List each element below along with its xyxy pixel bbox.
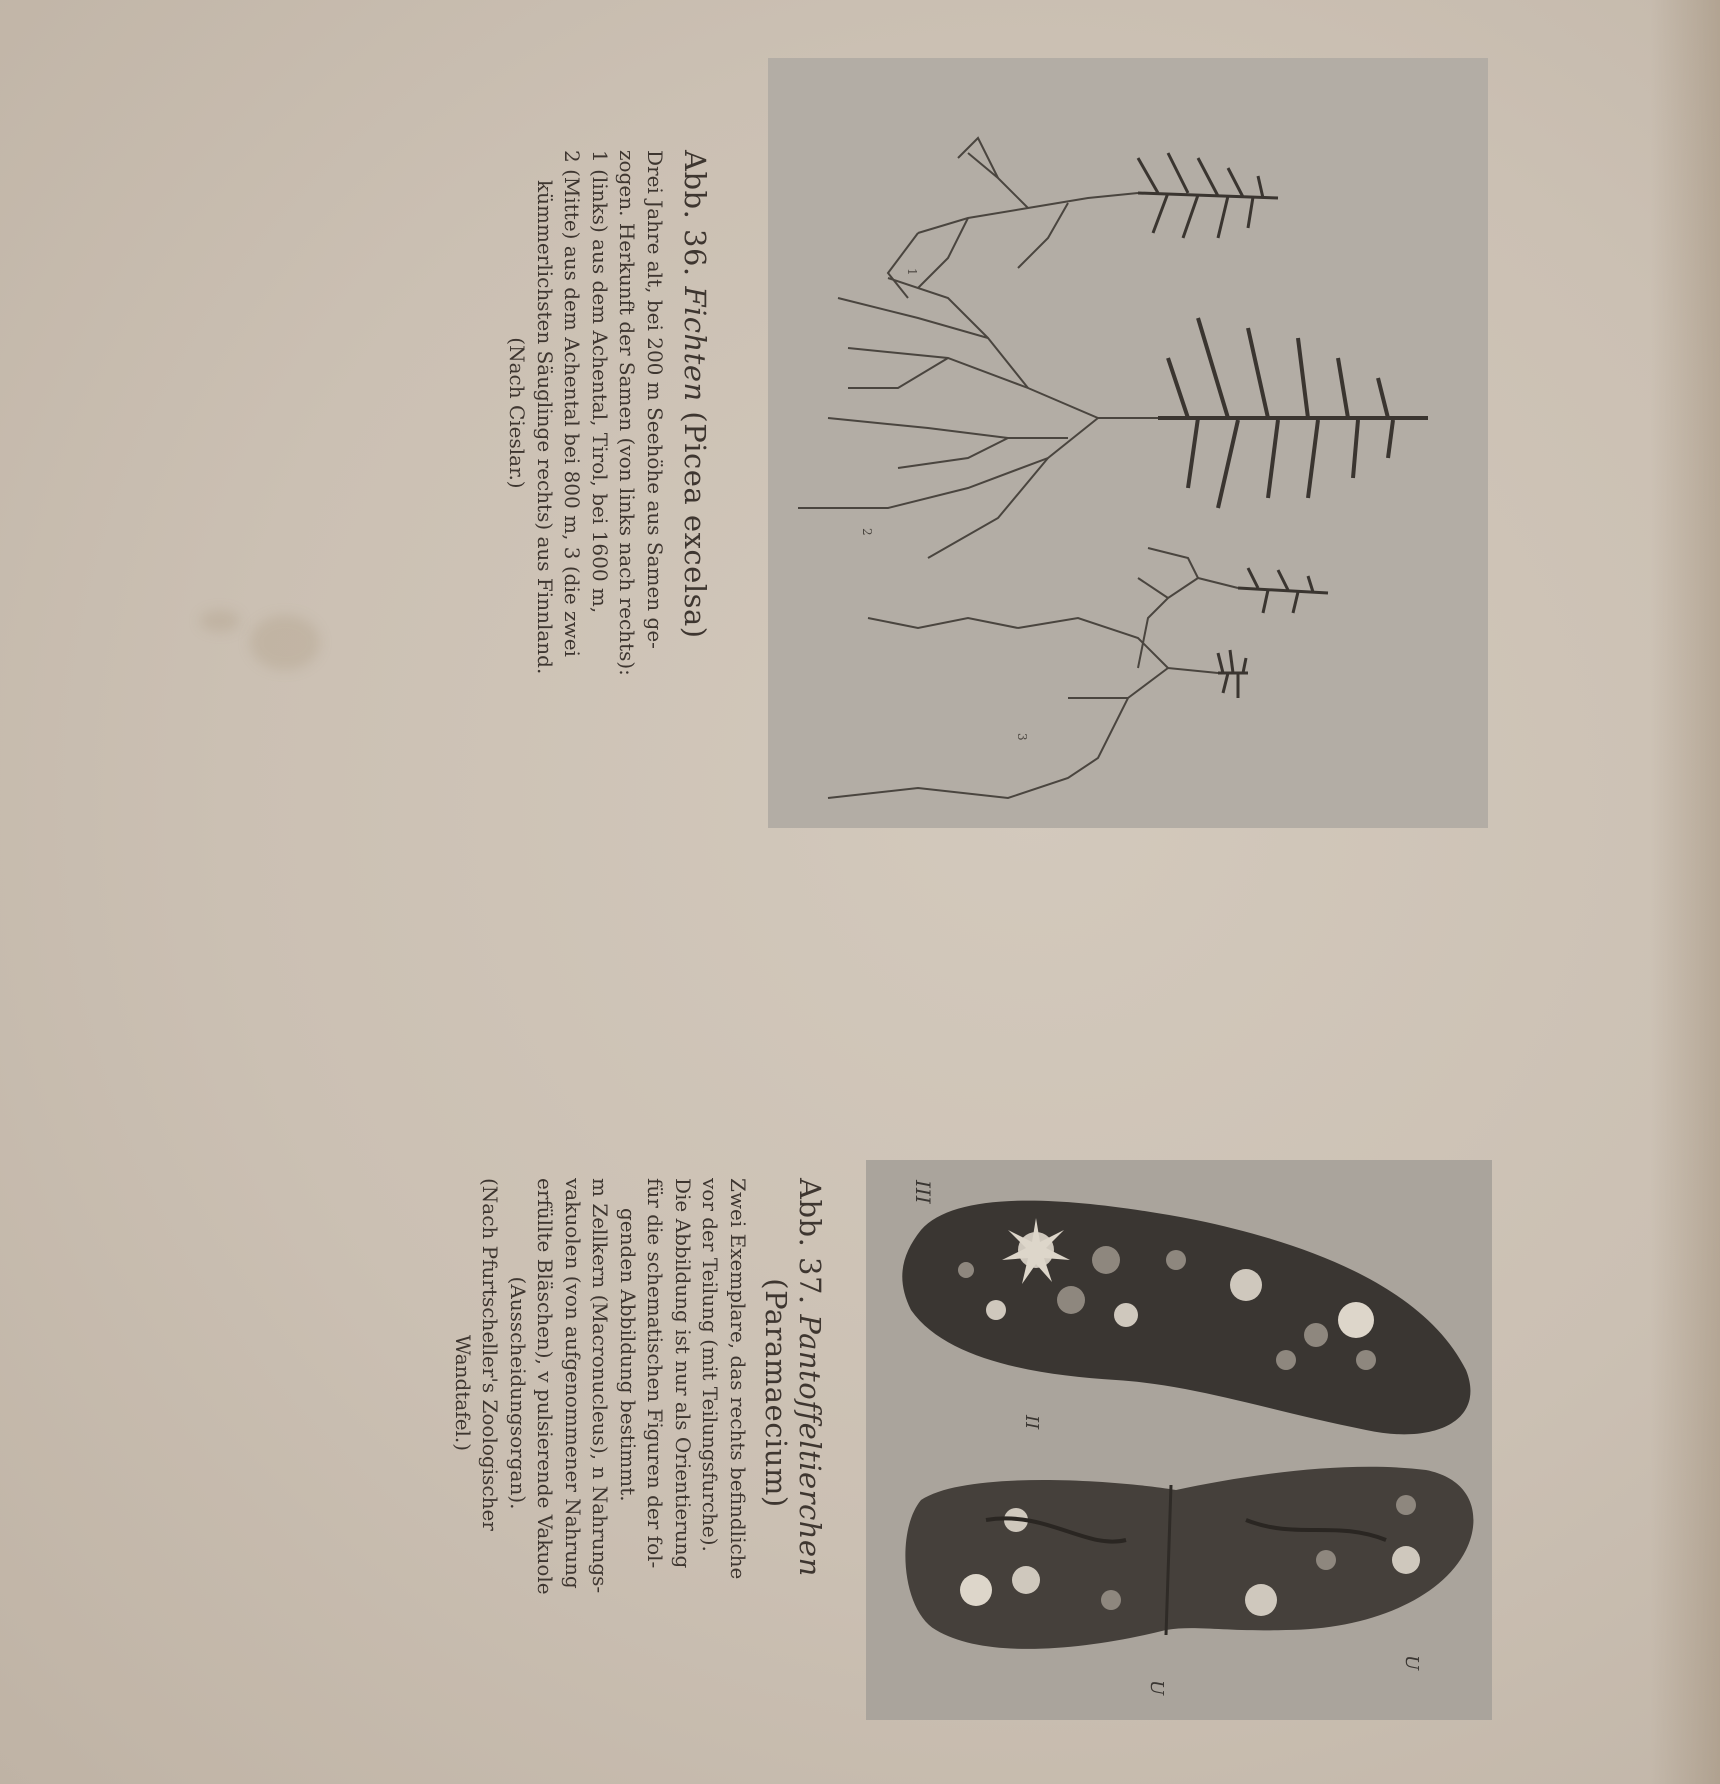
caption-line: (Ausscheidungsorgan). <box>506 1276 530 1510</box>
figure-36-title: Fichten <box>678 286 712 402</box>
figure-36-species: (Picea excelsa) <box>678 411 712 639</box>
plate-mark-2: 2 <box>860 528 874 536</box>
caption-line: für die schematischen Figuren der fol- <box>643 1178 668 1569</box>
figure-36-heading <box>678 150 712 676</box>
caption-line: kümmerlichsten Säuglinge rechts) aus Finnland. <box>533 180 557 675</box>
figure-37-caption <box>449 1178 828 1608</box>
caption-line: vor der Teilung (mit Teilungsfurche). <box>698 1178 723 1552</box>
spruce-seedlings-illustration <box>768 58 1488 828</box>
figure-37-source-end: Wandtafel.) <box>451 1334 475 1452</box>
figure-36-label: Abb. 36. <box>678 150 712 277</box>
caption-line: zogen. Herkunft der Samen (von links nach rechts): <box>615 150 640 676</box>
figure-36-text <box>503 150 668 676</box>
plate-mark-III: III <box>911 1180 935 1204</box>
page-stain <box>200 610 240 632</box>
caption-line: vakuolen (von aufgenommener Nahrung <box>561 1178 585 1589</box>
plate-mark-1: 1 <box>905 268 919 276</box>
caption-line: Die Abbildung ist nur als Orientierung <box>671 1178 695 1569</box>
paramecium-illustration <box>866 1160 1492 1720</box>
figure-37-text <box>449 1178 752 1608</box>
figure-37-heading <box>793 1178 827 1608</box>
figure-36-caption <box>503 150 712 676</box>
figure-36-photo <box>768 58 1488 828</box>
page-edge-shadow <box>1650 0 1720 1784</box>
figure-37-species: (Paramaecium) <box>759 1278 793 1508</box>
plate-mark-U-upper: U <box>1401 1655 1422 1671</box>
caption-line: 2 (Mitte) aus dem Achental bei 800 m, 3 (die zwei <box>560 150 585 657</box>
caption-line: m Zellkern (Macronucleus), n Nahrungs- <box>588 1178 613 1594</box>
figure-37-source: (Nach Pfurtscheller's Zoologischer <box>478 1178 503 1531</box>
caption-line: erfüllte Bläschen), v pulsierende Vakuole <box>533 1178 558 1595</box>
figure-37-label: Abb. 37. <box>793 1178 827 1305</box>
caption-line: Zwei Exemplare, das rechts befindliche <box>726 1178 750 1580</box>
figure-36-source: (Nach Cieslar.) <box>505 337 530 489</box>
caption-line: 1 (links) aus dem Achental, Tirol, bei 1600 m, <box>588 150 612 614</box>
figure-37-photo <box>866 1160 1492 1720</box>
page-stain <box>250 615 320 670</box>
plate-mark-3: 3 <box>1015 733 1029 741</box>
caption-line: Drei Jahre alt, bei 200 m Seehöhe aus Samen ge- <box>643 150 667 649</box>
figure-37-title: Pantoffeltierchen <box>793 1314 827 1577</box>
plate-mark-II: II <box>1021 1415 1042 1430</box>
plate-mark-U-lower: U <box>1146 1680 1167 1696</box>
caption-line: genden Abbildung bestimmt. <box>616 1208 640 1502</box>
